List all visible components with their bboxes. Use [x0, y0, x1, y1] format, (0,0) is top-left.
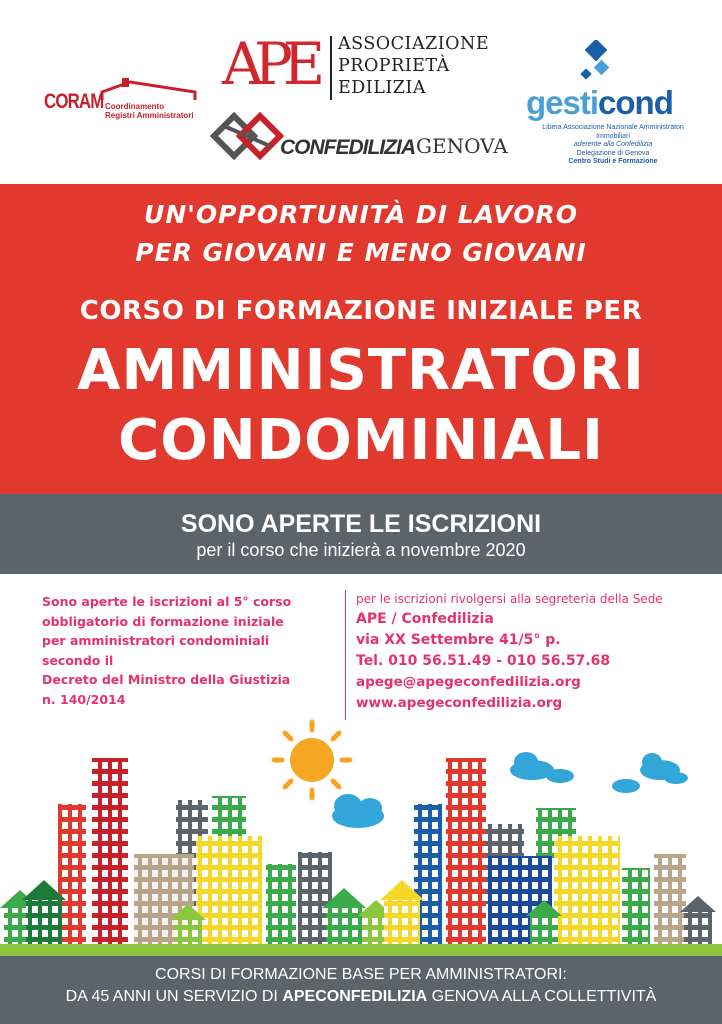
cloud-icon — [332, 794, 384, 828]
footer-line2-text: GENOVA ALLA COLLETTIVITÀ — [427, 988, 657, 1005]
gesticond-sub-line1: Libera Associazione Nazionale Amministratori Immobiliari — [542, 124, 684, 140]
course-subtitle: CORSO DI FORMAZIONE INIZIALE PER — [79, 296, 643, 326]
ape-divider — [330, 36, 332, 100]
footer-line2-text: DA 45 ANNI UN SERVIZIO DI — [65, 988, 283, 1005]
course-description-line: n. 140/2014 — [42, 691, 126, 707]
gesticond-wordmark — [526, 84, 673, 122]
coram-wordmark: CORAM — [44, 90, 104, 113]
gesticond-word-b: cond — [598, 84, 673, 121]
ape-name-line1: ASSOCIAZIONE — [338, 34, 490, 54]
cloud-icon — [510, 752, 574, 783]
gesticond-sub-line4: Centro Studi e Formazione — [568, 158, 658, 165]
cloud-icon — [612, 753, 688, 793]
footer-brand: APECONFEDILIZIA — [282, 988, 428, 1005]
registration-title: SONO APERTE LE ISCRIZIONI — [180, 510, 542, 538]
gesticond-word-a: gesti — [526, 84, 599, 121]
confedilizia-emblem-icon — [210, 112, 288, 160]
contact-email-link[interactable]: apege@apegeconfedilizia.org — [356, 674, 581, 690]
contact-phone[interactable]: Tel. 010 56.51.49 - 010 56.57.68 — [356, 653, 611, 669]
ape-name — [338, 33, 489, 99]
coram-subtitle-line1: Coordinamento — [105, 102, 165, 111]
contact-intro: per le iscrizioni rivolgersi alla segreteria della Sede — [356, 592, 663, 606]
contact-website-link[interactable]: www.apegeconfedilizia.org — [356, 695, 563, 711]
footer-line1: CORSI DI FORMAZIONE BASE PER AMMINISTRATORI: — [155, 966, 567, 983]
sun-icon — [274, 722, 350, 798]
slogan-line1: UN'OPPORTUNITÀ DI LAVORO — [144, 200, 578, 229]
ape-monogram: APE — [222, 30, 316, 98]
course-title-line2: CONDOMINIALI — [118, 408, 604, 473]
ape-name-line2: PROPRIETÀ — [338, 56, 450, 76]
contact-organization: APE / Confedilizia — [356, 611, 494, 627]
contact-info — [356, 590, 716, 714]
city-illustration — [0, 712, 722, 956]
gesticond-sub-line3: Delegazione di Genova — [576, 149, 650, 157]
genova-label: GENOVA — [416, 134, 508, 158]
course-title-line1: AMMINISTRATORI — [77, 338, 645, 403]
course-description-line: obbligatorio di formazione iniziale — [42, 613, 284, 629]
info-divider — [345, 590, 346, 720]
footer-line2 — [0, 988, 722, 1006]
ground-strip — [0, 944, 722, 956]
contact-address: via XX Settembre 41/5° p. — [356, 632, 561, 648]
course-description-line: Decreto del Ministro della Giustizia — [42, 672, 291, 688]
coram-subtitle-line2: Registri Amministratori — [105, 111, 194, 120]
gesticond-subtitle — [533, 124, 693, 167]
course-description-line: per amministratori condominiali — [42, 633, 270, 649]
course-description-line: Sono aperte le iscrizioni al 5° corso — [42, 594, 292, 609]
ape-name-line3: EDILIZIA — [338, 78, 426, 98]
confedilizia-wordmark: CONFEDILIZIA — [280, 136, 415, 159]
coram-roof-icon — [100, 78, 200, 104]
course-description-line: secondo il — [42, 652, 114, 668]
logos-header — [0, 0, 722, 184]
registration-subtitle: per il corso che inizierà a novembre 2020 — [196, 540, 526, 560]
gesticond-sub-line2: aderente alla Confedilizia — [573, 141, 653, 148]
coram-subtitle — [105, 102, 194, 120]
gesticond-diamond-icon — [576, 40, 622, 86]
slogan-line2: PER GIOVANI E MENO GIOVANI — [135, 238, 587, 267]
course-description — [42, 592, 342, 710]
